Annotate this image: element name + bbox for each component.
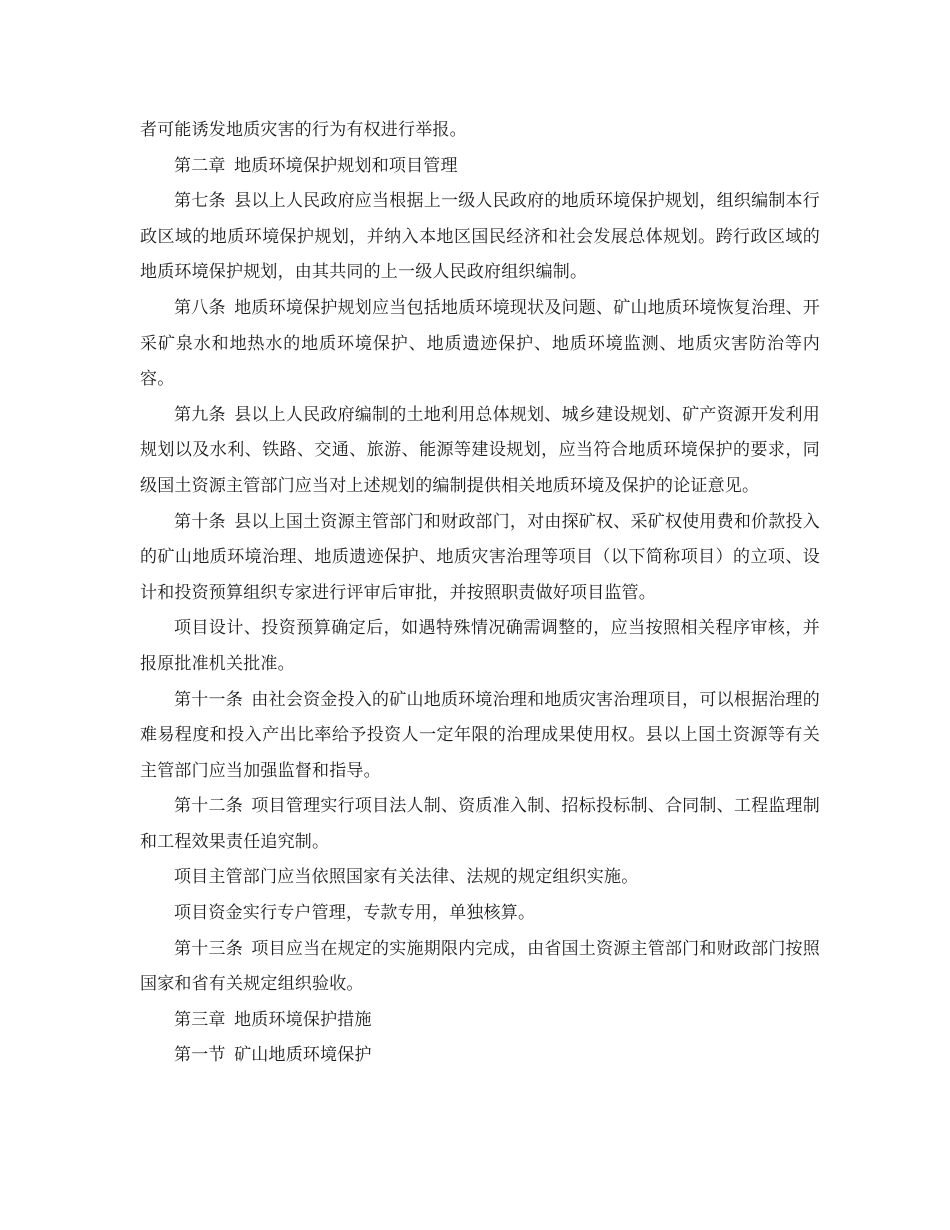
article-paragraph — [140, 683, 820, 790]
paragraph-text: 县以上人民政府应当根据上一级人民政府的地质环境保护规划，组织编制本行政区域的地质环境保护规划，并纳入本地区国民经济和社会发展总体规划。跨行政区域的地质环境保护规划，由其共同的上一级人民政府组织编制。 — [140, 191, 820, 283]
article-label: 第八条 — [174, 297, 226, 318]
paragraph — [140, 860, 820, 896]
article-label: 第十三条 — [174, 938, 243, 959]
article-paragraph — [140, 184, 820, 291]
paragraph-text: 地质环境保护规划应当包括地质环境现状及问题、矿山地质环境恢复治理、开采矿泉水和地热水的地质环境保护、地质遗迹保护、地质环境监测、地质灾害防治等内容。 — [140, 297, 820, 390]
article-paragraph — [140, 789, 820, 860]
chapter-title: 地质环境保护规划和项目管理 — [234, 155, 458, 176]
article-paragraph — [140, 932, 820, 1003]
article-label: 第十二条 — [174, 796, 243, 817]
article-paragraph — [140, 291, 820, 398]
paragraph — [140, 113, 820, 149]
section-label: 第一节 — [174, 1045, 226, 1066]
document-body — [140, 113, 820, 1074]
paragraph-text: 县以上人民政府编制的土地利用总体规划、城乡建设规划、矿产资源开发利用规划以及水利、铁路、交通、旅游、能源等建设规划，应当符合地质环境保护的要求，同级国土资源主管部门应当对上述规划的编制提供相关地质环境及保护的论证意见。 — [140, 404, 820, 496]
paragraph — [140, 611, 820, 682]
article-label: 第十一条 — [174, 689, 243, 710]
paragraph-text: 者可能诱发地质灾害的行为有权进行举报。 — [140, 120, 467, 140]
paragraph-text: 项目资金实行专户管理，专款专用，单独核算。 — [174, 903, 536, 924]
article-paragraph — [140, 398, 820, 505]
paragraph-text: 项目设计、投资预算确定后，如遇特殊情况确需调整的，应当按照相关程序审核，并报原批准机关批准。 — [140, 618, 820, 674]
paragraph-text: 项目应当在规定的实施期限内完成，由省国土资源主管部门和财政部门按照国家和省有关规定组织验收。 — [140, 938, 820, 995]
article-label: 第九条 — [174, 404, 226, 425]
paragraph-text: 县以上国土资源主管部门和财政部门，对由探矿权、采矿权使用费和价款投入的矿山地质环境治理、地质遗迹保护、地质灾害治理等项目（以下简称项目）的立项、设计和投资预算组织专家进行评审后审批，并按照职责做好项目监管。 — [140, 511, 820, 603]
paragraph — [140, 896, 820, 932]
article-paragraph — [140, 505, 820, 612]
article-label: 第十条 — [174, 511, 226, 532]
chapter-heading — [140, 1003, 820, 1039]
chapter-title: 地质环境保护措施 — [234, 1009, 372, 1030]
paragraph-text: 项目管理实行项目法人制、资质准入制、招标投标制、合同制、工程监理制和工程效果责任追究制。 — [140, 796, 820, 852]
section-heading — [140, 1038, 820, 1074]
section-title: 矿山地质环境保护 — [234, 1045, 372, 1066]
paragraph-text: 由社会资金投入的矿山地质环境治理和地质灾害治理项目，可以根据治理的难易程度和投入产出比率给予投资人一定年限的治理成果使用权。县以上国土资源等有关主管部门应当加强监督和指导。 — [140, 689, 820, 781]
paragraph-text: 项目主管部门应当依照国家有关法律、法规的规定组织实施。 — [174, 867, 639, 888]
chapter-label: 第三章 — [174, 1009, 226, 1030]
article-label: 第七条 — [174, 191, 226, 212]
chapter-heading — [140, 149, 820, 185]
chapter-label: 第二章 — [174, 155, 226, 176]
